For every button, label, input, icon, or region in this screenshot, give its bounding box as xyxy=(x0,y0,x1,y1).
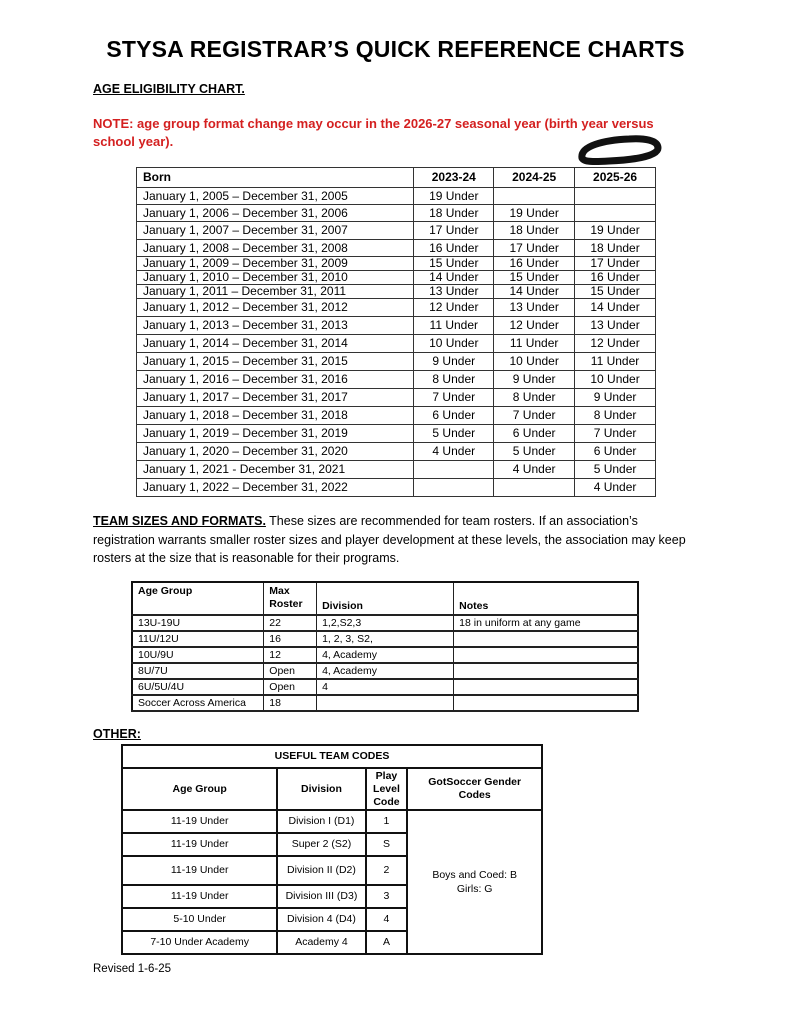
age-2023-24: 18 Under xyxy=(414,205,494,222)
table-row xyxy=(137,257,656,271)
revision-date: Revised 1-6-25 xyxy=(93,963,171,975)
table-header-row xyxy=(137,168,656,188)
born-range: January 1, 2014 – December 31, 2014 xyxy=(137,335,414,353)
notes-cell xyxy=(454,647,638,663)
other-heading: OTHER: xyxy=(93,727,141,741)
table-header-row xyxy=(132,582,638,615)
age-eligibility-heading: AGE ELIGIBILITY CHART. xyxy=(93,82,245,96)
born-range: January 1, 2016 – December 31, 2016 xyxy=(137,371,414,389)
column-header-play-level-code: Play Level Code xyxy=(366,768,408,810)
age-2025-26: 11 Under xyxy=(575,353,656,371)
column-header-2024-25: 2024-25 xyxy=(494,168,575,188)
age-group-cell: 13U-19U xyxy=(132,615,264,631)
team-sizes-body: These sizes are recommended for team rosters. If an association’s registration warrants smaller roster sizes and player development at these levels, the association may keep rosters at the size that is reasonable for their programs. xyxy=(93,514,686,565)
table-row xyxy=(137,407,656,425)
age-2025-26 xyxy=(575,188,656,205)
table-caption: USEFUL TEAM CODES xyxy=(122,745,542,768)
born-range: January 1, 2010 – December 31, 2010 xyxy=(137,271,414,285)
age-2023-24: 15 Under xyxy=(414,257,494,271)
table-row xyxy=(132,695,638,711)
division-cell: 4, Academy xyxy=(317,663,454,679)
table-row xyxy=(137,479,656,497)
table-row xyxy=(137,240,656,257)
age-2024-25: 5 Under xyxy=(494,443,575,461)
age-2024-25: 13 Under xyxy=(494,299,575,317)
born-range: January 1, 2006 – December 31, 2006 xyxy=(137,205,414,222)
age-2025-26: 6 Under xyxy=(575,443,656,461)
notes-cell xyxy=(454,695,638,711)
age-2025-26: 18 Under xyxy=(575,240,656,257)
max-roster-cell: 12 xyxy=(264,647,317,663)
age-2023-24: 14 Under xyxy=(414,271,494,285)
division-cell xyxy=(317,695,454,711)
age-2023-24: 10 Under xyxy=(414,335,494,353)
age-2023-24: 5 Under xyxy=(414,425,494,443)
notes-cell: 18 in uniform at any game xyxy=(454,615,638,631)
division-cell: Division II (D2) xyxy=(277,856,365,885)
table-row xyxy=(137,425,656,443)
age-eligibility-table xyxy=(136,167,656,497)
table-row xyxy=(137,222,656,240)
play-level-code-cell: 1 xyxy=(366,810,408,833)
born-range: January 1, 2007 – December 31, 2007 xyxy=(137,222,414,240)
age-2024-25: 7 Under xyxy=(494,407,575,425)
division-cell: Division III (D3) xyxy=(277,885,365,908)
age-2024-25: 14 Under xyxy=(494,285,575,299)
age-group-cell: 11-19 Under xyxy=(122,833,277,856)
table-caption-row xyxy=(122,745,542,768)
division-cell: 4, Academy xyxy=(317,647,454,663)
age-2023-24: 6 Under xyxy=(414,407,494,425)
max-roster-cell: Open xyxy=(264,679,317,695)
age-2024-25: 10 Under xyxy=(494,353,575,371)
max-roster-cell: 18 xyxy=(264,695,317,711)
play-level-code-cell: S xyxy=(366,833,408,856)
age-2024-25: 4 Under xyxy=(494,461,575,479)
age-2024-25: 17 Under xyxy=(494,240,575,257)
age-2025-26: 5 Under xyxy=(575,461,656,479)
division-cell: Division I (D1) xyxy=(277,810,365,833)
born-range: January 1, 2015 – December 31, 2015 xyxy=(137,353,414,371)
scribble-mark-icon xyxy=(574,134,664,168)
age-2025-26: 15 Under xyxy=(575,285,656,299)
born-range: January 1, 2012 – December 31, 2012 xyxy=(137,299,414,317)
age-2024-25: 11 Under xyxy=(494,335,575,353)
table-row xyxy=(132,631,638,647)
born-range: January 1, 2017 – December 31, 2017 xyxy=(137,389,414,407)
play-level-code-cell: 3 xyxy=(366,885,408,908)
age-2023-24 xyxy=(414,461,494,479)
team-sizes-heading: TEAM SIZES AND FORMATS. xyxy=(93,514,266,528)
age-2023-24: 12 Under xyxy=(414,299,494,317)
table-row xyxy=(132,615,638,631)
age-2025-26 xyxy=(575,205,656,222)
age-2024-25: 15 Under xyxy=(494,271,575,285)
division-cell: 1,2,S2,3 xyxy=(317,615,454,631)
age-group-cell: 11-19 Under xyxy=(122,856,277,885)
age-2023-24: 13 Under xyxy=(414,285,494,299)
page-title: STYSA REGISTRAR’S QUICK REFERENCE CHARTS xyxy=(106,36,685,62)
table-row xyxy=(137,205,656,222)
table-row xyxy=(132,647,638,663)
age-group-cell: 8U/7U xyxy=(132,663,264,679)
age-2025-26: 16 Under xyxy=(575,271,656,285)
play-level-code-cell: A xyxy=(366,931,408,954)
notes-cell xyxy=(454,631,638,647)
age-2023-24: 9 Under xyxy=(414,353,494,371)
age-2025-26: 17 Under xyxy=(575,257,656,271)
column-header-age-group: Age Group xyxy=(132,582,264,615)
division-cell: Division 4 (D4) xyxy=(277,908,365,931)
division-cell: Super 2 (S2) xyxy=(277,833,365,856)
table-row xyxy=(137,443,656,461)
age-2024-25: 6 Under xyxy=(494,425,575,443)
born-range: January 1, 2022 – December 31, 2022 xyxy=(137,479,414,497)
play-level-code-cell: 2 xyxy=(366,856,408,885)
age-2023-24: 7 Under xyxy=(414,389,494,407)
max-roster-cell: Open xyxy=(264,663,317,679)
column-header-born: Born xyxy=(137,168,414,188)
age-2024-25: 18 Under xyxy=(494,222,575,240)
column-header-age-group: Age Group xyxy=(122,768,277,810)
born-range: January 1, 2005 – December 31, 2005 xyxy=(137,188,414,205)
age-2025-26: 10 Under xyxy=(575,371,656,389)
age-2023-24: 4 Under xyxy=(414,443,494,461)
age-2025-26: 9 Under xyxy=(575,389,656,407)
age-group-cell: 7-10 Under Academy xyxy=(122,931,277,954)
age-2023-24 xyxy=(414,479,494,497)
table-row xyxy=(137,335,656,353)
age-2024-25: 9 Under xyxy=(494,371,575,389)
table-row xyxy=(137,299,656,317)
age-2025-26: 8 Under xyxy=(575,407,656,425)
born-range: January 1, 2011 – December 31, 2011 xyxy=(137,285,414,299)
column-header-gender-codes: GotSoccer Gender Codes xyxy=(407,768,542,810)
age-2024-25: 8 Under xyxy=(494,389,575,407)
age-2024-25: 16 Under xyxy=(494,257,575,271)
age-2025-26: 14 Under xyxy=(575,299,656,317)
table-row xyxy=(132,663,638,679)
age-2025-26: 4 Under xyxy=(575,479,656,497)
born-range: January 1, 2021 - December 31, 2021 xyxy=(137,461,414,479)
age-2024-25 xyxy=(494,479,575,497)
column-header-notes: Notes xyxy=(454,582,638,615)
age-group-cell: 11-19 Under xyxy=(122,810,277,833)
team-sizes-table xyxy=(131,581,639,712)
notes-cell xyxy=(454,679,638,695)
format-change-note: NOTE: age group format change may occur in the 2026-27 seasonal year (birth year versus school year). xyxy=(93,116,654,149)
table-row xyxy=(137,353,656,371)
column-header-max-roster: Max Roster xyxy=(264,582,317,615)
age-2023-24: 11 Under xyxy=(414,317,494,335)
age-2024-25: 19 Under xyxy=(494,205,575,222)
age-2024-25 xyxy=(494,188,575,205)
max-roster-cell: 22 xyxy=(264,615,317,631)
age-group-cell: 11-19 Under xyxy=(122,885,277,908)
born-range: January 1, 2008 – December 31, 2008 xyxy=(137,240,414,257)
useful-team-codes-table xyxy=(121,744,543,955)
play-level-code-cell: 4 xyxy=(366,908,408,931)
age-2025-26: 19 Under xyxy=(575,222,656,240)
table-row xyxy=(137,317,656,335)
age-group-cell: 10U/9U xyxy=(132,647,264,663)
table-row xyxy=(137,461,656,479)
table-row xyxy=(137,188,656,205)
division-cell: Academy 4 xyxy=(277,931,365,954)
born-range: January 1, 2013 – December 31, 2013 xyxy=(137,317,414,335)
gender-code-boys: Boys and Coed: B xyxy=(432,869,517,881)
born-range: January 1, 2019 – December 31, 2019 xyxy=(137,425,414,443)
column-header-division: Division xyxy=(277,768,365,810)
division-cell: 1, 2, 3, S2, xyxy=(317,631,454,647)
column-header-division: Division xyxy=(317,582,454,615)
age-group-cell: 5-10 Under xyxy=(122,908,277,931)
born-range: January 1, 2020 – December 31, 2020 xyxy=(137,443,414,461)
column-header-2025-26: 2025-26 xyxy=(575,168,656,188)
age-2023-24: 19 Under xyxy=(414,188,494,205)
age-group-cell: 11U/12U xyxy=(132,631,264,647)
column-header-2023-24: 2023-24 xyxy=(414,168,494,188)
table-row xyxy=(137,371,656,389)
age-2023-24: 17 Under xyxy=(414,222,494,240)
age-2023-24: 16 Under xyxy=(414,240,494,257)
age-group-cell: 6U/5U/4U xyxy=(132,679,264,695)
table-row xyxy=(137,285,656,299)
born-range: January 1, 2009 – December 31, 2009 xyxy=(137,257,414,271)
gender-code-girls: Girls: G xyxy=(456,883,493,895)
table-row xyxy=(122,810,542,833)
max-roster-cell: 16 xyxy=(264,631,317,647)
table-row xyxy=(132,679,638,695)
age-2024-25: 12 Under xyxy=(494,317,575,335)
table-row xyxy=(137,271,656,285)
notes-cell xyxy=(454,663,638,679)
age-group-cell: Soccer Across America xyxy=(132,695,264,711)
born-range: January 1, 2018 – December 31, 2018 xyxy=(137,407,414,425)
team-sizes-paragraph xyxy=(93,512,693,568)
age-2025-26: 13 Under xyxy=(575,317,656,335)
age-2025-26: 7 Under xyxy=(575,425,656,443)
age-2025-26: 12 Under xyxy=(575,335,656,353)
gender-codes-cell xyxy=(407,810,542,954)
age-2023-24: 8 Under xyxy=(414,371,494,389)
table-row xyxy=(137,389,656,407)
table-header-row xyxy=(122,768,542,810)
division-cell: 4 xyxy=(317,679,454,695)
